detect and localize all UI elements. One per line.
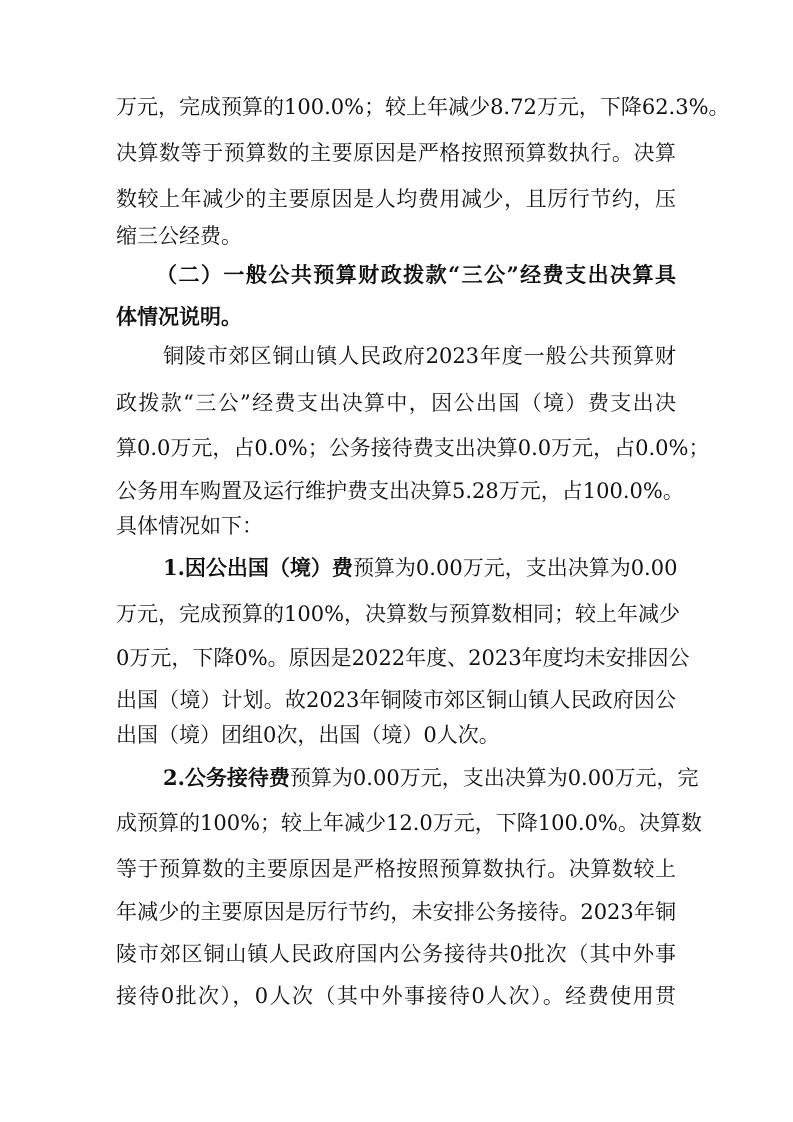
paragraph-line: 数较上年减少的主要原因是人均费用减少，且厉行节约，压 bbox=[116, 187, 676, 211]
item-text: 预算为0.00万元，支出决算为0.00万元，完 bbox=[289, 766, 699, 790]
paragraph-line: 陵市郊区铜山镇人民政府国内公务接待共0批次（其中外事 bbox=[116, 942, 676, 966]
paragraph-line: 接待0批次），0人次（其中外事接待0人次）。经费使用贯 bbox=[116, 984, 676, 1008]
paragraph-line: 缩三公经费。 bbox=[116, 224, 242, 248]
paragraph-line: 具体情况如下： bbox=[116, 514, 263, 538]
paragraph-line: 政拨款“三公”经费支出决算中，因公出国（境）费支出决 bbox=[116, 391, 676, 415]
paragraph-line: 万元，完成预算的100.0%；较上年减少8.72万元，下降62.3%。 bbox=[116, 95, 730, 119]
paragraph-line: 决算数等于预算数的主要原因是严格按照预算数执行。决算 bbox=[116, 141, 676, 165]
paragraph-line: 0万元，下降0%。原因是2022年度、2023年度均未安排因公 bbox=[116, 646, 690, 670]
paragraph-line: 成预算的100%；较上年减少12.0万元，下降100.0%。决算数 bbox=[116, 811, 702, 835]
paragraph-line: 铜陵市郊区铜山镇人民政府2023年度一般公共预算财 bbox=[163, 344, 676, 368]
paragraph-line: 算0.0万元，占0.0%；公务接待费支出决算0.0万元，占0.0%； bbox=[116, 436, 710, 460]
item-label: 2.公务接待费 bbox=[163, 765, 290, 790]
paragraph-line: 万元，完成预算的100%，决算数与预算数相同；较上年减少 bbox=[116, 602, 681, 626]
paragraph-line: 等于预算数的主要原因是严格按照预算数执行。决算数较上 bbox=[116, 857, 676, 881]
paragraph-line: 年减少的主要原因是厉行节约，未安排公务接待。2023年铜 bbox=[116, 900, 676, 924]
paragraph-line: 出国（境）计划。故2023年铜陵市郊区铜山镇人民政府因公 bbox=[116, 688, 676, 712]
item-text: 预算为0.00万元，支出决算为0.00 bbox=[352, 556, 678, 580]
section-heading: 体情况说明。 bbox=[116, 304, 242, 329]
item-label: 1.因公出国（境）费 bbox=[163, 555, 353, 580]
paragraph-line: 出国（境）团组0次，出国（境）0人次。 bbox=[116, 723, 500, 747]
section-heading: （二）一般公共预算财政拨款“三公”经费支出决算具 bbox=[156, 262, 676, 287]
paragraph-line bbox=[163, 550, 676, 586]
paragraph-line: 公务用车购置及运行维护费支出决算5.28万元，占100.0%。 bbox=[116, 479, 684, 503]
paragraph-line bbox=[163, 760, 699, 796]
